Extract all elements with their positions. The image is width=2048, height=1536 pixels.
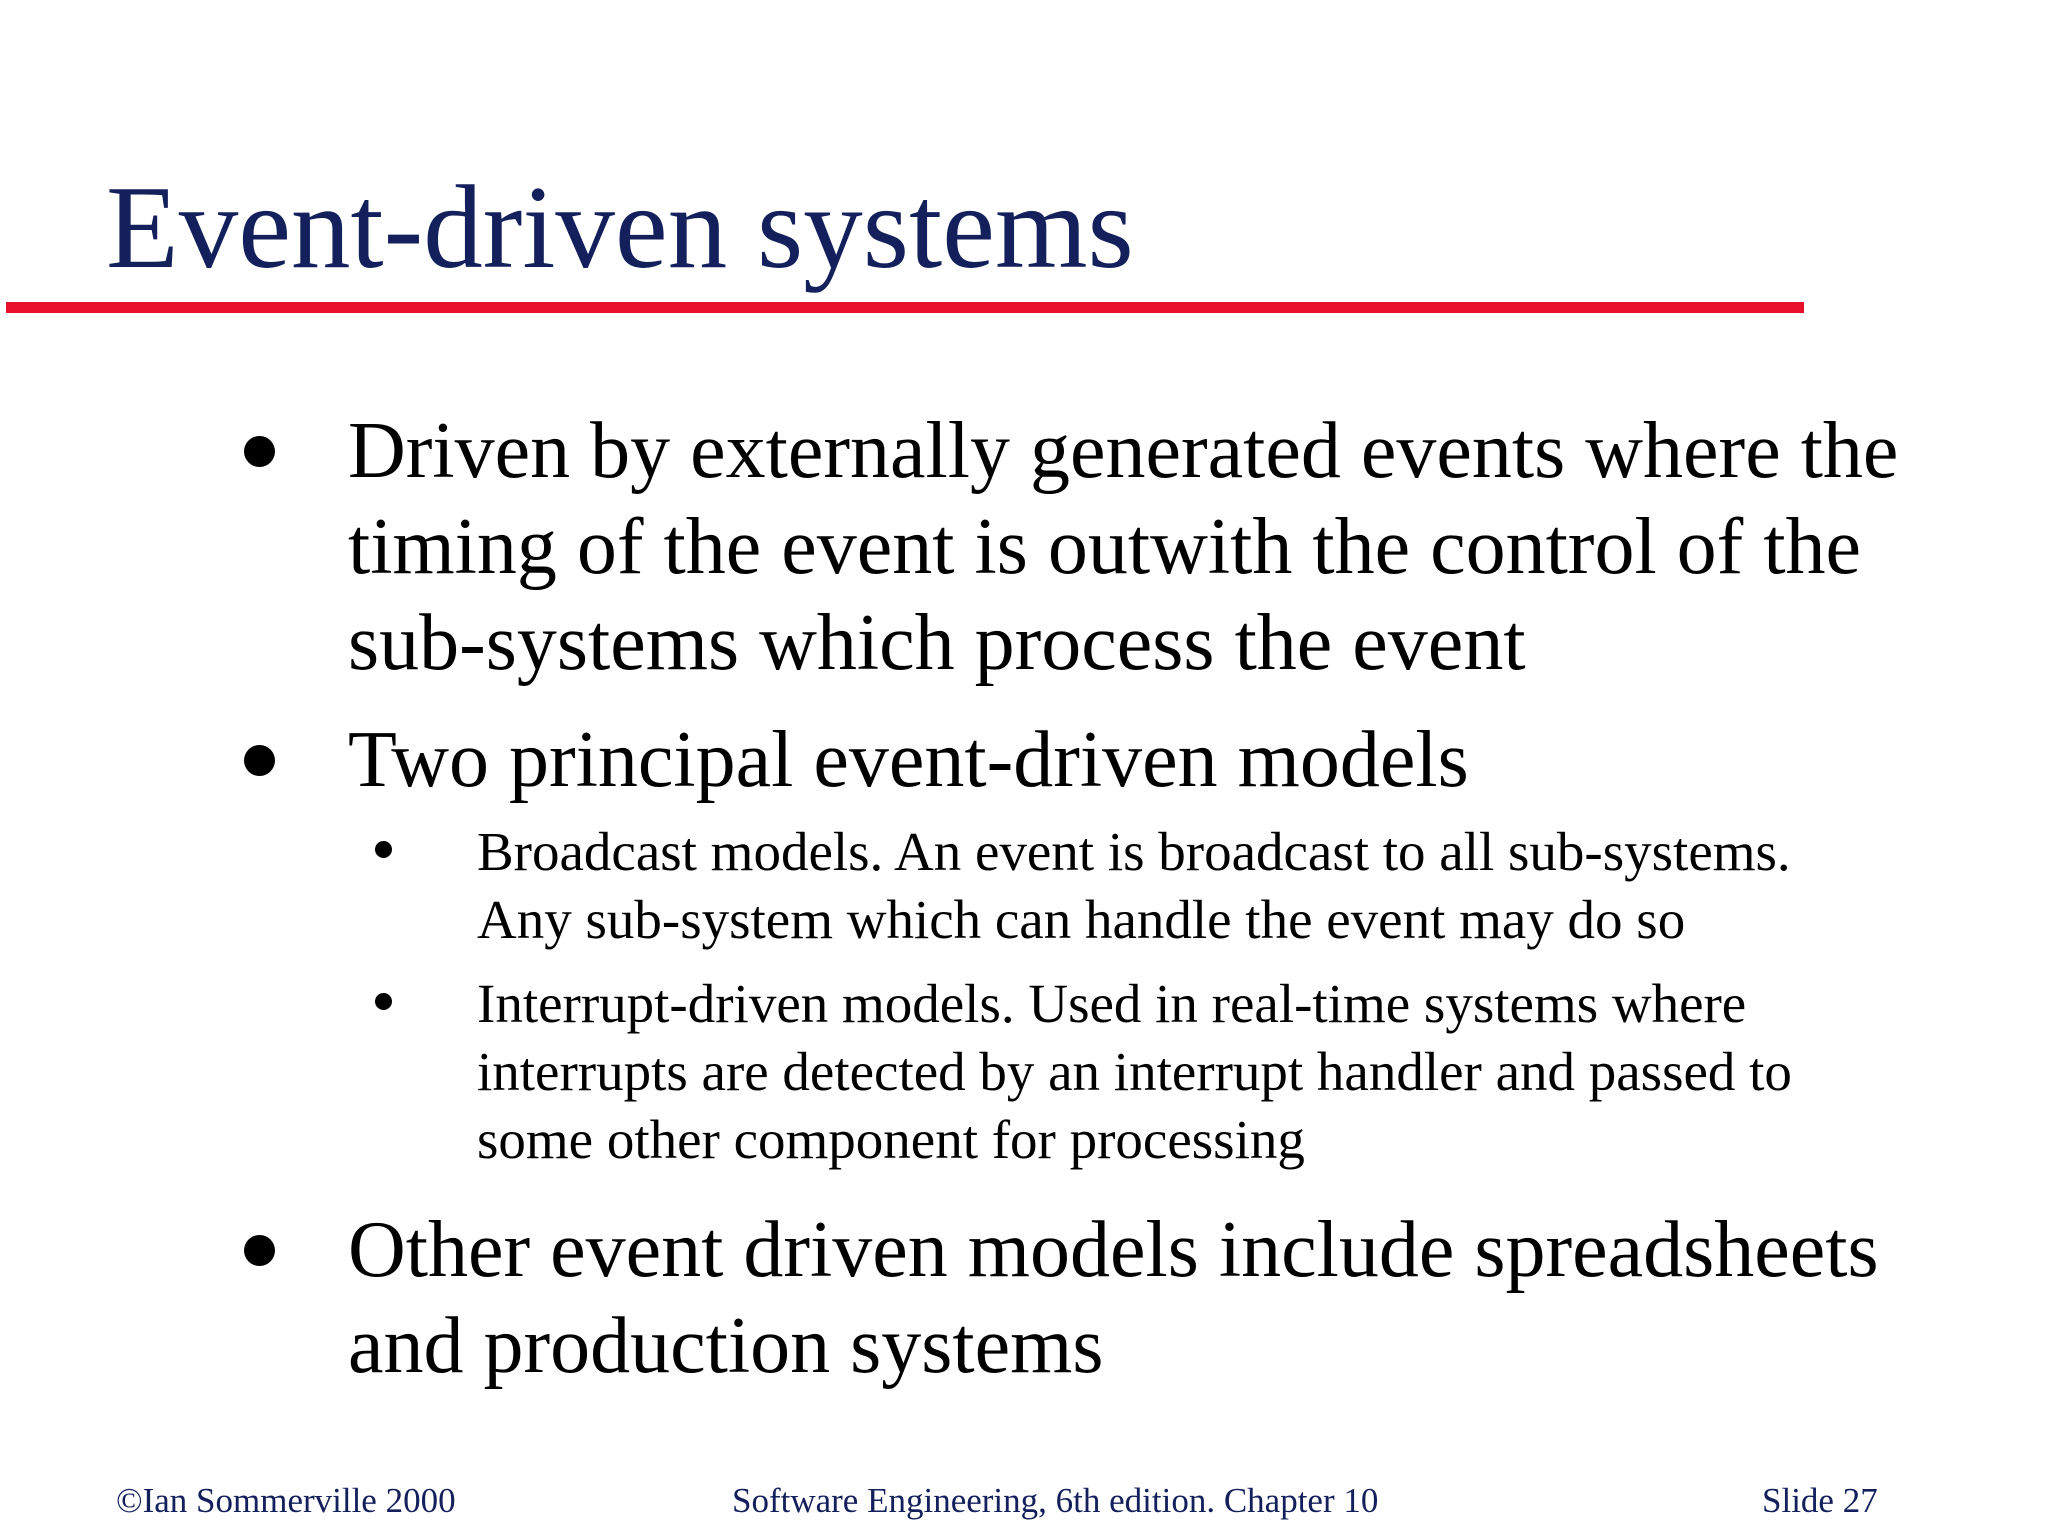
sub-bullet-line: Interrupt-driven models. Used in real-time systems where xyxy=(477,973,1747,1034)
footer-slide-number: Slide 27 xyxy=(1762,1481,1878,1520)
bullet-dot-icon xyxy=(244,745,275,776)
bullet-line: Driven by externally generated events where the xyxy=(348,407,1899,495)
footer-copyright: ©Ian Sommerville 2000 xyxy=(116,1481,456,1520)
footer-book-title: Software Engineering, 6th edition. Chapter 10 xyxy=(732,1481,1379,1520)
title-underline xyxy=(6,302,1804,313)
bullet-line: Other event driven models include spreadsheets xyxy=(348,1206,1879,1294)
sub-bullet-dot-icon xyxy=(375,841,392,858)
bullet-line: and production systems xyxy=(348,1302,1104,1390)
sub-bullet-dot-icon xyxy=(375,993,392,1010)
sub-bullet-line: Any sub-system which can handle the event may do so xyxy=(477,889,1686,950)
sub-bullet-text xyxy=(477,970,1917,1174)
bullet-dot-icon xyxy=(244,1235,275,1266)
bullet-text xyxy=(348,403,1918,691)
bullet-line: sub-systems which process the event xyxy=(348,599,1526,687)
sub-bullet-line: interrupts are detected by an interrupt handler and passed to xyxy=(477,1041,1792,1102)
bullet-text xyxy=(348,712,1918,808)
sub-bullet-line: some other component for processing xyxy=(477,1109,1305,1170)
bullet-line: timing of the event is outwith the control of the xyxy=(348,503,1862,591)
sub-bullet-line: Broadcast models. An event is broadcast to all sub-systems. xyxy=(477,821,1791,882)
slide-title: Event-driven systems xyxy=(106,161,1134,293)
bullet-dot-icon xyxy=(244,436,275,467)
sub-bullet-text xyxy=(477,818,1917,954)
bullet-text xyxy=(348,1202,1918,1394)
bullet-line: Two principal event-driven models xyxy=(348,716,1469,804)
